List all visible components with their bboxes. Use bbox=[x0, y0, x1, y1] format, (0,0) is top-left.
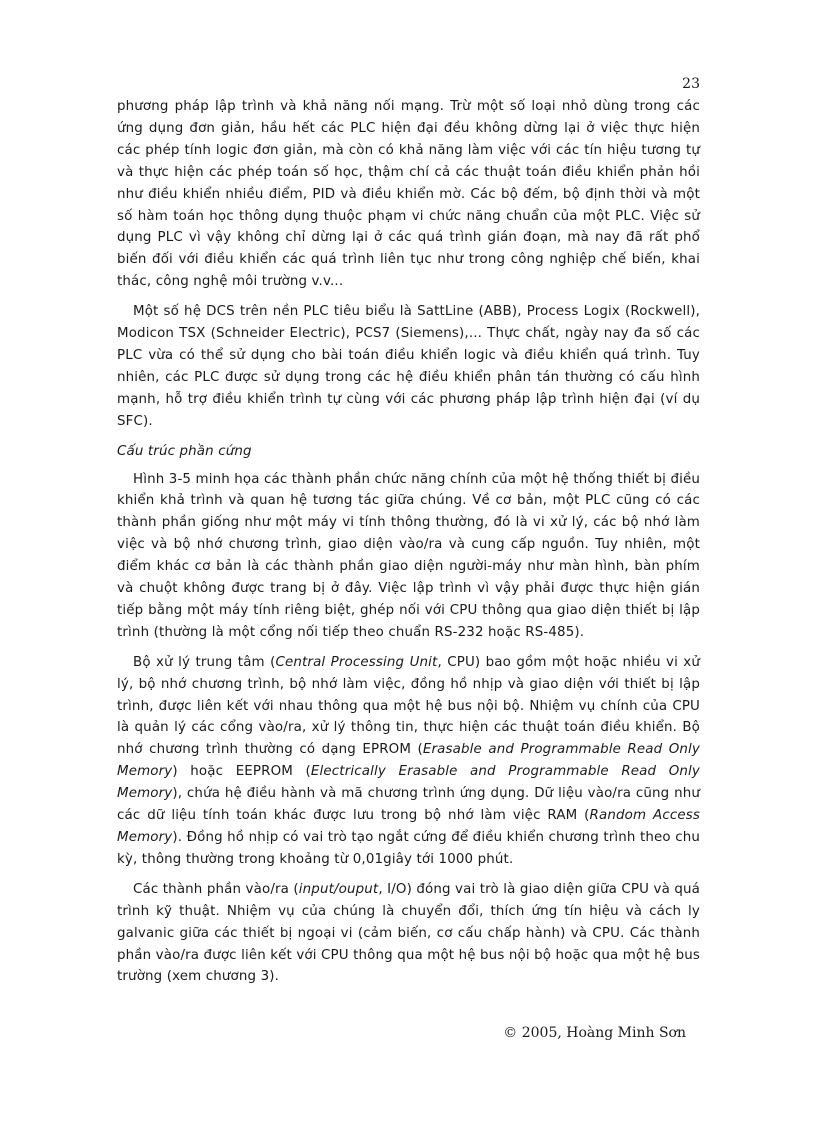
text-span: Bộ xử lý trung tâm ( bbox=[133, 654, 276, 670]
paragraph-dcs-examples: Một số hệ DCS trên nền PLC tiêu biểu là SattLine (ABB), Process Logix (Rockwell), Modicon TSX (Schneider Electric), PCS7 (Siemens),... Thực chất, ngày nay đa số các PLC vừa có thể sử dụng cho bài toán điều khiển logic và điều khiển quá trình. Tuy nhiên, các PLC được sử dụng trong các hệ điều khiển phân tán thường có cấu hình mạnh, hỗ trợ điều khiển trình tự cùng với các phương pháp lập trình hiện đại (ví dụ SFC). bbox=[117, 304, 700, 429]
term-eeprom: Electrically Erasable and Programmable Read Only Memory bbox=[117, 764, 700, 802]
text-span: , CPU) bao gồm một hoặc nhiều vi xử lý, bộ nhớ chương trình, bộ nhớ làm việc, đồng hồ nhịp và giao diện với thiết bị lập trình, được liên kết với nhau thông qua một hệ bus nội bộ. Nhiệm vụ chính của CPU là quản lý các cổng vào/ra, xử lý thông tin, thực hiện các thuật toán điều khiển. Bộ nhớ chương trình thường có dạng EPROM ( bbox=[117, 654, 701, 758]
paragraph-plc-capabilities: phương pháp lập trình và khả năng nối mạng. Trừ một số loại nhỏ dùng trong các ứng dụng đơn giản, hầu hết các PLC hiện đại đều không dừng lại ở việc thực hiện các phép tính logic đơn giản, mà còn có khả năng làm việc với các tín hiệu tương tự và thực hiện các phép toán số học, thậm chí cả các thuật toán điều khiển phản hồi như điều khiển nhiều điểm, PID và điều khiển mờ. Các bộ đếm, bộ định thời và một số hàm toán học thông dụng thuộc phạm vi chức năng chuẩn của một PLC. Việc sử dụng PLC vì vậy không chỉ dừng lại ở các quá trình gián đoạn, mà nay đã rất phổ biến đối với điều khiển các quá trình liên tục như trong công nghiệp chế biến, khai thác, công nghệ môi trường v.v... bbox=[117, 99, 700, 290]
text-span: ). Đồng hồ nhịp có vai trò tạo ngắt cứng để điều khiển chương trình theo chu kỳ, thông thường trong khoảng từ 0,01giây tới 1000 phút. bbox=[117, 830, 700, 867]
term-eprom: Erasable and Programmable Read Only Memory bbox=[117, 742, 700, 780]
page-number: 23 bbox=[682, 76, 700, 92]
paragraph-io bbox=[117, 879, 700, 989]
term-ram: Random Access Memory bbox=[117, 808, 700, 845]
text-span: , I/O) đóng vai trò là giao diện giữa CPU và quá trình kỹ thuật. Nhiệm vụ của chúng là chuyển đổi, thích ứng tín hiệu và cách ly galvanic giữa các thiết bị ngoại vi (cảm biến, cơ cấu chấp hành) và CPU. Các thành phần vào/ra được liên kết với CPU thông qua một hệ bus nội bộ hoặc qua một hệ bus trường (xem chương 3). bbox=[117, 881, 700, 985]
term-cpu: Central Processing Unit bbox=[275, 654, 438, 670]
text-span: ), chứa hệ điều hành và mã chương trình ứng dụng. Dữ liệu vào/ra cũng như các dữ liệu tính toán khác được lưu trong bộ nhớ làm việc RAM ( bbox=[117, 786, 700, 824]
paragraph-hardware-structure: Hình 3-5 minh họa các thành phần chức năng chính của một hệ thống thiết bị điều khiển khả trình và quan hệ tương tác giữa chúng. Về cơ bản, một PLC cũng có các thành phần giống như một máy vi tính thông thường, đó là vi xử lý, các bộ nhớ làm việc và bộ nhớ chương trình, giao diện vào/ra và cung cấp nguồn. Tuy nhiên, một điểm khác cơ bản là các thành phần giao diện người-máy như màn hình, bàn phím và chuột không được trang bị ở đây. Việc lập trình vì vậy phải được thực hiện gián tiếp bằng một máy tính riêng biệt, ghép nối với CPU thông qua giao diện thiết bị lập trình (thường là một cổng nối tiếp theo chuẩn RS-232 hoặc RS-485). bbox=[117, 471, 700, 640]
section-heading: Cấu trúc phần cứng bbox=[117, 443, 252, 459]
text-span: Các thành phần vào/ra ( bbox=[133, 881, 299, 897]
page-body bbox=[117, 96, 700, 996]
copyright-footer: © 2005, Hoàng Minh Sơn bbox=[503, 1025, 686, 1041]
term-io: input/ouput bbox=[298, 881, 379, 897]
text-span: ) hoặc EEPROM ( bbox=[172, 764, 311, 780]
paragraph-cpu bbox=[117, 652, 700, 871]
